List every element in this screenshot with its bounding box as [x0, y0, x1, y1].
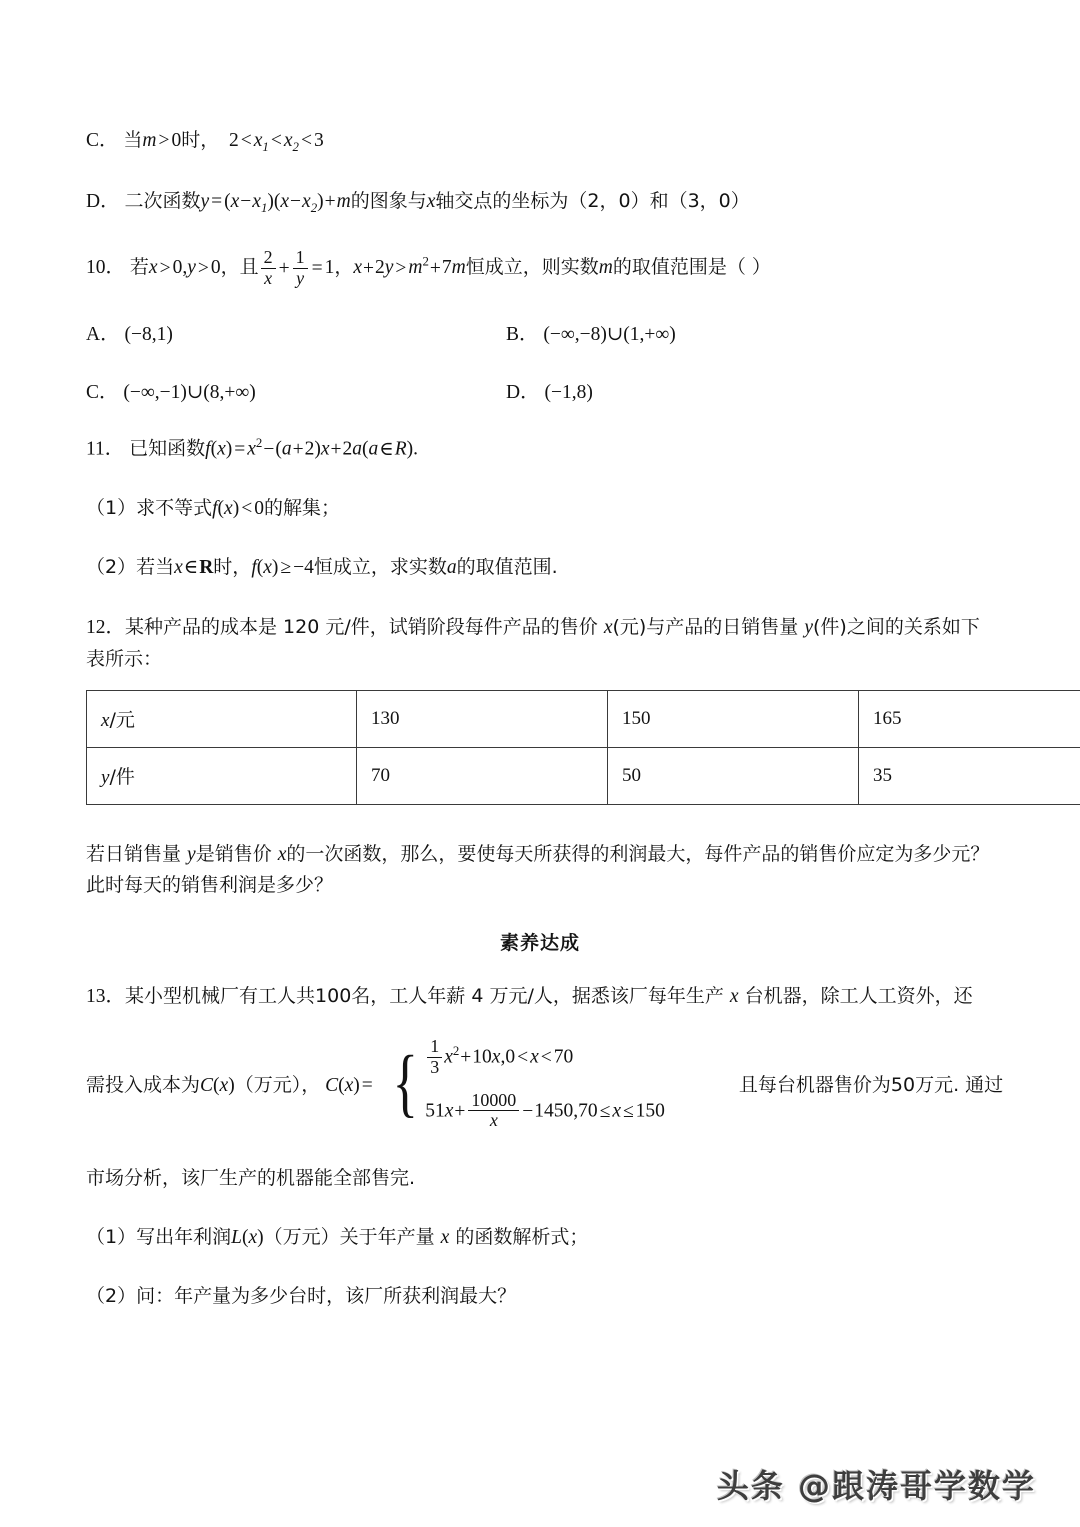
case1-frac-den: 3 [427, 1057, 442, 1077]
q10-plus: + [278, 257, 290, 279]
q10-comma: ， [220, 256, 240, 279]
q10-var-m: m [598, 257, 613, 279]
q10-comma2: ， [334, 256, 354, 279]
q13-part1-var: x [440, 1226, 450, 1248]
q11-plus: + [292, 438, 304, 460]
case1-zero: 0 [505, 1046, 516, 1068]
case1-x2: x [491, 1046, 501, 1068]
q10-expr-x: x [353, 257, 362, 279]
case2-minus: − [522, 1100, 534, 1122]
q10-fraction-2-over-x [261, 248, 276, 288]
option-d-axis-x: x [426, 191, 436, 213]
q10-x: x [148, 257, 158, 279]
table-cell-x-1: 130 [357, 690, 608, 747]
option-c-x2-sub: 2 [292, 139, 299, 154]
option-d-minus1: − [240, 191, 252, 213]
q11-two-a: 2 [342, 438, 353, 460]
q11-part2-number: （2） [86, 556, 137, 579]
q10-gt2: > [197, 257, 209, 279]
q11-part2-tail: 的取值范围. [456, 556, 558, 579]
option-d-y: y [200, 191, 210, 213]
option-d-eq: = [211, 191, 223, 213]
q10-zero2: 0 [210, 257, 221, 279]
q11-lead: 已知函数 [129, 437, 206, 460]
q11-part1-lt: < [241, 497, 253, 519]
q11-part2-x: x [174, 557, 183, 579]
case2-frac-den: x [468, 1110, 519, 1130]
q10-expr-2: 2 [374, 257, 385, 279]
case2-comma: , [573, 1100, 579, 1122]
option-d-m: m [336, 191, 351, 213]
case1-x: x [444, 1046, 453, 1068]
question10-stem [86, 248, 994, 288]
q11-part2-val: −4 [293, 557, 314, 579]
case2-fraction-10000-over-x [468, 1091, 519, 1131]
option-d-paren1-open: ( [224, 191, 231, 213]
option-c-three: 3 [313, 130, 324, 151]
question12-number: 12． [86, 617, 126, 639]
case2-x: x [444, 1100, 454, 1122]
q10-frac1-num: 2 [263, 247, 273, 268]
table-cell-y-2: 50 [608, 747, 859, 804]
option-c-lt3: < [300, 130, 312, 151]
table-cell-y-3: 35 [859, 747, 1080, 804]
q10-frac2-den: y [293, 268, 308, 288]
q13-part1-tail: 的函数解析式； [449, 1225, 589, 1248]
q10-frac2-num: 1 [295, 247, 305, 268]
q13-C2-x: x [344, 1075, 354, 1097]
q12-after-y: y [187, 843, 196, 865]
q11-paren-close: ) [314, 438, 321, 460]
option-d-minus2: − [290, 191, 302, 213]
option-a-label: A． [86, 324, 120, 346]
question9-option-d [86, 187, 994, 218]
case1-lt1: < [517, 1046, 529, 1068]
question10-options-row-1 [86, 318, 994, 346]
q11-part2-R: R [199, 557, 214, 579]
q13-text1: 某小型机械厂有工人共100名，工人年薪 4 万元/人，据悉该厂每年生产 [125, 984, 730, 1007]
q11-part2-in: ∈ [183, 557, 199, 579]
option-c-shi: 时， [181, 129, 220, 151]
q12-text3: (件)之间的关系如下表所示： [86, 616, 980, 670]
q12-after2: 是销售价 [195, 842, 278, 865]
question11-number: 11． [86, 438, 125, 460]
q10-eq: = [311, 257, 323, 279]
question13-market-line [86, 1164, 994, 1193]
q10-gt1: > [159, 257, 171, 279]
page-content [86, 126, 1004, 1311]
option-c-var-m: m [142, 130, 157, 151]
q13-C-unit: （万元）， [234, 1074, 321, 1097]
table-row-y [87, 747, 1080, 804]
option-a-value: (−8,1) [124, 324, 173, 346]
option-d-f1-x: x [230, 191, 240, 213]
q10-fraction-1-over-y [293, 248, 308, 288]
table-cell-x-3: 165 [859, 690, 1080, 747]
q11-in: ∈ [379, 438, 394, 460]
q11-a2: a [352, 438, 362, 460]
table-y-unit: /件 [109, 766, 135, 789]
option-d-mid: 的图象与 [350, 190, 427, 213]
q13-C2-close: ) [353, 1075, 360, 1097]
q11-part2-f: f [251, 557, 257, 579]
q11-part2-lead: 若当 [136, 556, 175, 579]
option-d-paren2-close: ) [317, 191, 324, 213]
case1-comma: , [500, 1046, 506, 1068]
piecewise-cases [425, 1030, 665, 1137]
case1-x-sup: 2 [452, 1044, 460, 1059]
q11-two: 2 [304, 438, 315, 460]
question13-number: 13． [86, 985, 126, 1007]
table-header-y [87, 747, 357, 804]
q11-a3: a [368, 438, 379, 460]
q11-fx: x [217, 438, 226, 460]
option-c2-value: (−∞,−1)∪(8,+∞) [123, 382, 256, 404]
case1-lt2: < [540, 1046, 552, 1068]
q13-text2: 台机器，除工人工资外，还 [738, 984, 973, 1007]
option-d2-value: (−1,8) [544, 382, 593, 404]
q10-heng: 恒成立，则实数 [465, 256, 599, 279]
option-d-lead: 二次函数 [124, 190, 201, 213]
option-d-paren1-close: ) [267, 191, 274, 213]
q12-var-x: x [603, 617, 613, 639]
case2-le2: ≤ [622, 1100, 634, 1122]
q11-eq: = [234, 438, 246, 460]
option-d-x2-sub: 2 [310, 201, 318, 216]
piecewise-case-1 [425, 1030, 665, 1084]
watermark-prefix: 头条 [716, 1467, 798, 1505]
q11-part1-x: x [224, 497, 233, 519]
q11-a: a [281, 438, 292, 460]
q12-after3: 的一次函数，那么，要使每天所获得的利润最大，每件产品的销售价应定为多少元？此时每天的销售利润是多少？ [86, 842, 990, 897]
table-cell-x-2: 150 [608, 690, 859, 747]
option-c-lead: 当 [123, 129, 143, 151]
q11-paren-open: ( [275, 438, 282, 460]
option-c-x2: x [283, 130, 293, 151]
q13-C2: C [325, 1075, 339, 1097]
pw-lead-text [86, 1070, 385, 1097]
option-d-x1: x [252, 191, 261, 213]
question10-option-b[interactable] [506, 318, 926, 346]
q11-cond-open: ( [362, 438, 369, 460]
q11-part1-number: （1） [86, 496, 137, 519]
q11-f: f [205, 438, 211, 460]
question12-stem [86, 612, 994, 675]
table-x-var: x [101, 710, 110, 732]
q10-qie: 且 [239, 256, 259, 279]
q11-period: . [413, 438, 418, 460]
option-d-tail: 轴交点的坐标为（2，0）和（3，0） [435, 190, 750, 213]
case2-frac-num: 10000 [471, 1089, 517, 1110]
q11-part2-mid: 恒成立，求实数 [313, 556, 447, 579]
q13-part1-L: L [231, 1226, 242, 1248]
q10-expr-7: 7 [441, 257, 452, 279]
case2-lower: 70 [578, 1100, 598, 1122]
q11-part2-close: ) [271, 557, 279, 579]
option-d-paren2-open: ( [273, 191, 281, 213]
piecewise-brace-icon: { [392, 1041, 418, 1126]
case2-var: x [612, 1100, 621, 1122]
q10-one: 1 [324, 257, 335, 279]
question9-option-c [86, 126, 994, 157]
piecewise-case-2 [425, 1084, 665, 1138]
q13-C-x: x [219, 1075, 229, 1097]
question13-part2 [86, 1282, 994, 1311]
section-heading: 素养达成 [499, 931, 580, 954]
q10-expr-plus2: + [429, 257, 441, 279]
question10-option-a[interactable] [86, 318, 506, 346]
q10-expr-m2: m [451, 257, 466, 279]
option-d-label: D． [86, 191, 120, 213]
case1-ten: 10 [472, 1046, 492, 1068]
q13-market: 市场分析，该厂生产的机器能全部售完. [86, 1166, 416, 1189]
case2-coef: 51 [425, 1100, 445, 1122]
option-c-x1: x [253, 130, 263, 151]
option-c-two: 2 [229, 130, 239, 151]
q13-C2-open: ( [338, 1075, 345, 1097]
q11-cond-close: ) [406, 438, 414, 460]
option-b-value: (−∞,−8)∪(1,+∞) [543, 324, 676, 346]
question12-followup [86, 839, 994, 902]
case1-var: x [530, 1046, 539, 1068]
q11-plus2: + [330, 438, 342, 460]
q10-tail: 的取值范围是（ ） [612, 256, 771, 279]
q11-R: R [394, 438, 407, 460]
q11-x-base: x [247, 438, 256, 460]
question13-piecewise-block [86, 1030, 1004, 1137]
q11-part1-lead: 求不等式 [136, 496, 213, 519]
q13-part1-lead: 写出年利润 [136, 1225, 232, 1248]
option-c-lt1: < [240, 130, 252, 151]
case1-plus: + [460, 1046, 472, 1068]
price-sales-table [86, 690, 1080, 805]
case2-le1: ≤ [599, 1100, 611, 1122]
q13-price-tail: 且每台机器售价为50万元. 通过 [738, 1074, 1004, 1097]
option-d-f2-x: x [280, 191, 290, 213]
question10-number: 10． [86, 257, 126, 279]
q13-C: C [200, 1075, 214, 1097]
q13-part1-x: x [248, 1226, 258, 1248]
q12-var-y: y [804, 617, 813, 639]
q12-after1: 若日销售量 [86, 842, 188, 865]
q11-part2-a: a [446, 557, 457, 579]
option-c-x1-sub: 1 [262, 139, 269, 154]
q10-expr-gt: > [395, 257, 407, 279]
case1-bound: 70 [553, 1046, 574, 1068]
question10-option-d[interactable] [506, 376, 926, 404]
q11-part2-open: ( [256, 557, 264, 579]
q12-text2: (元)与产品的日销售量 [612, 616, 805, 639]
option-d2-label: D． [506, 382, 540, 404]
q11-part1-close: ) [232, 497, 240, 519]
q13-part1-unit: （万元）关于年产量 [263, 1225, 441, 1248]
case2-plus: + [454, 1100, 466, 1122]
q10-frac1-den: x [261, 268, 276, 288]
q10-y: y [187, 257, 196, 279]
q11-part1-f: f [212, 497, 218, 519]
q12-after-x: x [277, 843, 287, 865]
case1-frac-num: 1 [430, 1036, 440, 1057]
q13-cost-lead: 需投入成本为 [86, 1074, 201, 1097]
case1-fraction-1-over-3 [427, 1037, 442, 1077]
q10-expr-m: m [408, 257, 423, 279]
q11-var-x: x [320, 438, 330, 460]
q11-part1-zero: 0 [254, 497, 264, 519]
question10-option-c[interactable] [86, 376, 506, 404]
question13-part1 [86, 1223, 994, 1252]
question11-stem [86, 434, 994, 464]
q13-C2-eq: = [361, 1075, 373, 1097]
q11-open: ( [210, 438, 218, 460]
question13-stem [86, 981, 994, 1013]
q11-part2-ge: ≥ [280, 557, 292, 579]
watermark-at-symbol: @ [797, 1467, 832, 1505]
question11-part2 [86, 553, 994, 582]
table-x-unit: /元 [109, 709, 135, 732]
q13-part2-text: 问：年产量为多少台时，该厂所获利润最大？ [136, 1285, 517, 1308]
option-c-gt: > [158, 130, 170, 151]
table-y-var: y [101, 767, 110, 789]
q13-part1-close: ) [257, 1226, 264, 1248]
watermark-handle: 跟涛哥学数学 [831, 1467, 1036, 1505]
q12-text1: 某种产品的成本是 120 元/件，试销阶段每件产品的售价 [125, 616, 604, 639]
q13-part1-open: ( [241, 1226, 249, 1248]
q11-part1-open: ( [217, 497, 225, 519]
question11-part1 [86, 494, 994, 523]
q11-part2-fx: x [263, 557, 272, 579]
q10-expr-plus: + [362, 257, 374, 279]
q10-expr-y: y [384, 257, 394, 279]
option-c-zero: 0 [171, 130, 182, 151]
option-d-plus: + [324, 191, 336, 213]
option-b-label: B． [506, 324, 539, 346]
q13-part1-number: （1） [86, 1225, 137, 1248]
q13-var-x: x [729, 985, 739, 1007]
q11-x-sup: 2 [255, 436, 263, 451]
option-d-x2: x [302, 191, 311, 213]
table-row-x [87, 690, 1080, 747]
question10-options-row-2 [86, 376, 994, 404]
q13-part2-number: （2） [86, 1285, 137, 1308]
watermark [717, 1461, 1036, 1507]
option-c-label: C． [86, 130, 119, 151]
table-header-x [87, 690, 357, 747]
q10-expr-m-sup: 2 [422, 255, 429, 270]
q10-lead: 若 [129, 256, 149, 279]
option-c2-label: C． [86, 382, 119, 404]
q10-zero1: 0, [172, 257, 188, 279]
option-d-x1-sub: 1 [260, 201, 268, 216]
option-c-lt2: < [270, 130, 282, 151]
q13-C-open: ( [213, 1075, 220, 1097]
case2-upper: 150 [635, 1100, 665, 1122]
q13-C-close: ) [228, 1075, 235, 1097]
q11-part1-tail: 的解集； [263, 496, 340, 519]
table-cell-y-1: 70 [357, 747, 608, 804]
case2-const: 1450 [534, 1100, 574, 1122]
q11-minus: − [263, 438, 275, 460]
q11-part2-shi: 时， [213, 556, 252, 579]
q11-close: ) [225, 438, 233, 460]
